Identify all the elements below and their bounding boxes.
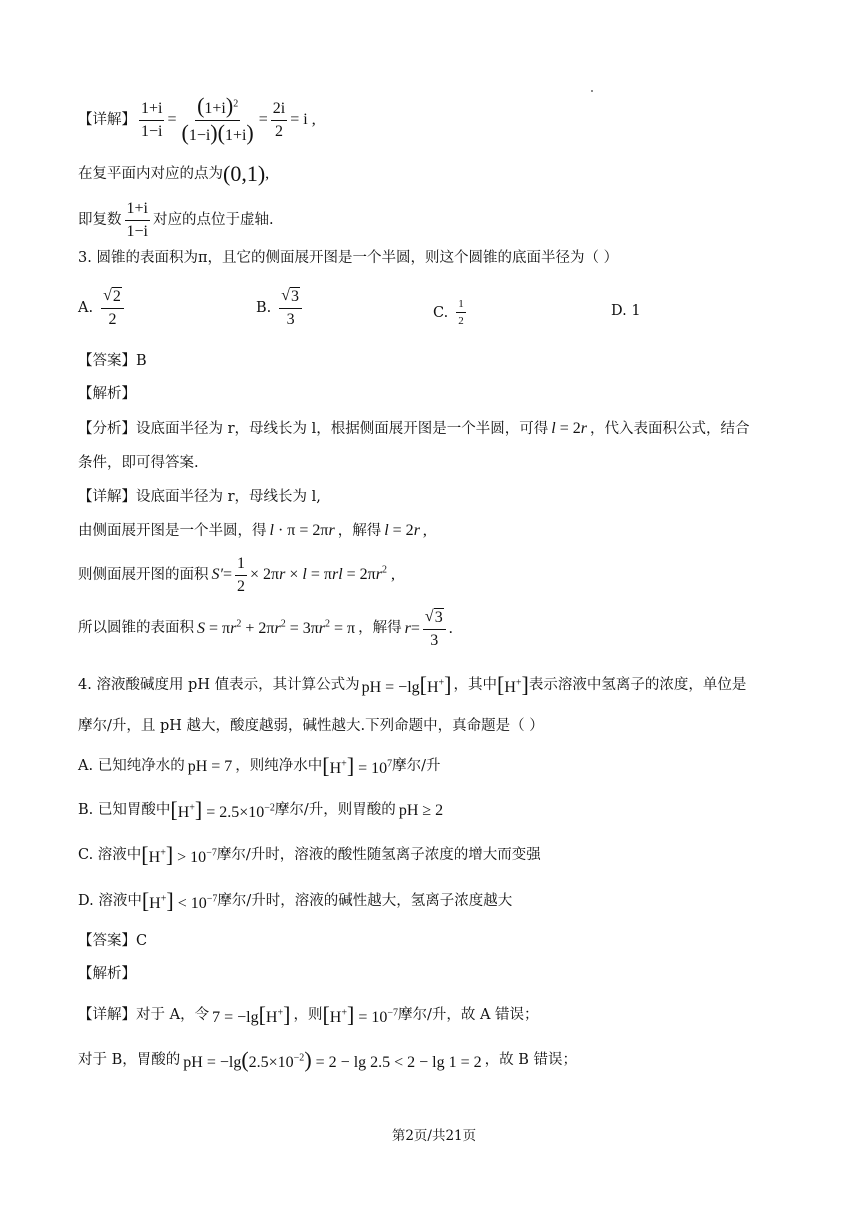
conclusion-line: 即复数 $\frac{1+i}{1-i}$ 对应的点位于虚轴. [78,200,274,240]
q3-detail-3: 则侧面展开图的面积 S′ = $\frac{1}{2}$ × $2\pi r \times l = \pi rl = 2\pi r^2$ , [78,555,395,595]
q4-detail-b: 对于 B，胃酸的 pH = $-\lg(2.5\times 10^{-2}) = 2 - \lg 2.5 < 2 - \lg 1 = 2$ ，故 B 错误； [78,1047,578,1072]
detail-line-1: 【详解】 $\frac{1+i}{1-i}$ = $\frac{(1+i)^2}{(1-i)(1+i)}$ = $\frac{2i}{2}$ = i , [78,93,316,145]
q3-detail-2: 由侧面展开图是一个半圆，得 l · π = 2πr ，解得 l = 2r , [78,522,427,539]
q4-stem-1: 4. 溶液酸碱度用 pH 值表示，其计算公式为 pH = −lg[H+] ，其中 [H+] 表示溶液中氢离子的浓度，单位是 [78,672,747,697]
q3-option-b: B. √ 3 3 [256,287,305,328]
q3-option-c: C. $\frac{1}{2}$ [433,298,464,328]
q3-answer: 【答案】 B [78,353,147,369]
q3-option-d: D. 1 [611,303,641,319]
q4-analysis-tag: 【解析】 [78,966,136,982]
page-footer: 第2页/共21页 [391,1128,477,1144]
q4-option-d: D. 溶液中 $[H^+] < 10^{-7}$ 摩尔/升时，溶液的碱性越大，氢离子浓度越大 [78,888,513,913]
q4-answer: 【答案】 C [78,933,148,949]
q3-stem: 3. 圆锥的表面积为π，且它的侧面展开图是一个半圆，则这个圆锥的底面半径为（ ） [78,250,619,266]
q4-stem-2: 摩尔/升，且 pH 越大，酸度越弱，碱性越大.下列命题中，真命题是（ ） [78,718,544,734]
fraction: $\frac{1+i}{1-i}$ [141,100,163,140]
q3-detail-4: 所以圆锥的表面积 $S = \pi r^2 + 2\pi r^2 = 3\pi r^2 = \pi$ ，解得 r = √ 3 3 . [78,608,453,649]
q4-detail-a: 【详解】 对于 A，令 7 = −lg[H+] ，则 $[H^+] = 10^{-7}$ 摩尔/升，故 A 错误； [78,1002,539,1027]
q3-analysis-tag: 【解析】 [78,386,136,402]
q4-option-a: A. 已知纯净水的 pH = 7 ，则纯净水中 $[H^+] = 10^7$ 摩尔/升 [78,753,441,778]
q3-detail-1: 【详解】 设底面半径为 r，母线长为 l, [78,489,321,505]
point-line: 在复平面内对应的点为 (0,1) , [78,161,270,186]
q4-option-c: C. 溶液中 $[H^+] > 10^{-7}$ 摩尔/升时，溶液的酸性随氢离子浓度的增大而变强 [78,842,541,867]
detail-tag: 【详解】 [78,111,136,128]
q4-option-b: B. 已知胃酸中 $[H^+] = 2.5\times 10^{-2}$ 摩尔/升，则胃酸的 pH ≥ 2 [78,797,444,822]
fraction: $\frac{2i}{2}$ [272,100,286,140]
q3-option-a: A. √ 2 2 [78,287,127,328]
q3-analysis-1: 【分析】 设底面半径为 r，母线长为 l，根据侧面展开图是一个半圆，可得 l = 2r ，代入表面积公式，结合 [78,420,750,437]
q3-analysis-2: 条件，即可得答案. [78,455,199,471]
speck [591,90,593,92]
fraction: $\frac{(1+i)^2}{(1-i)(1+i)}$ [181,93,254,145]
